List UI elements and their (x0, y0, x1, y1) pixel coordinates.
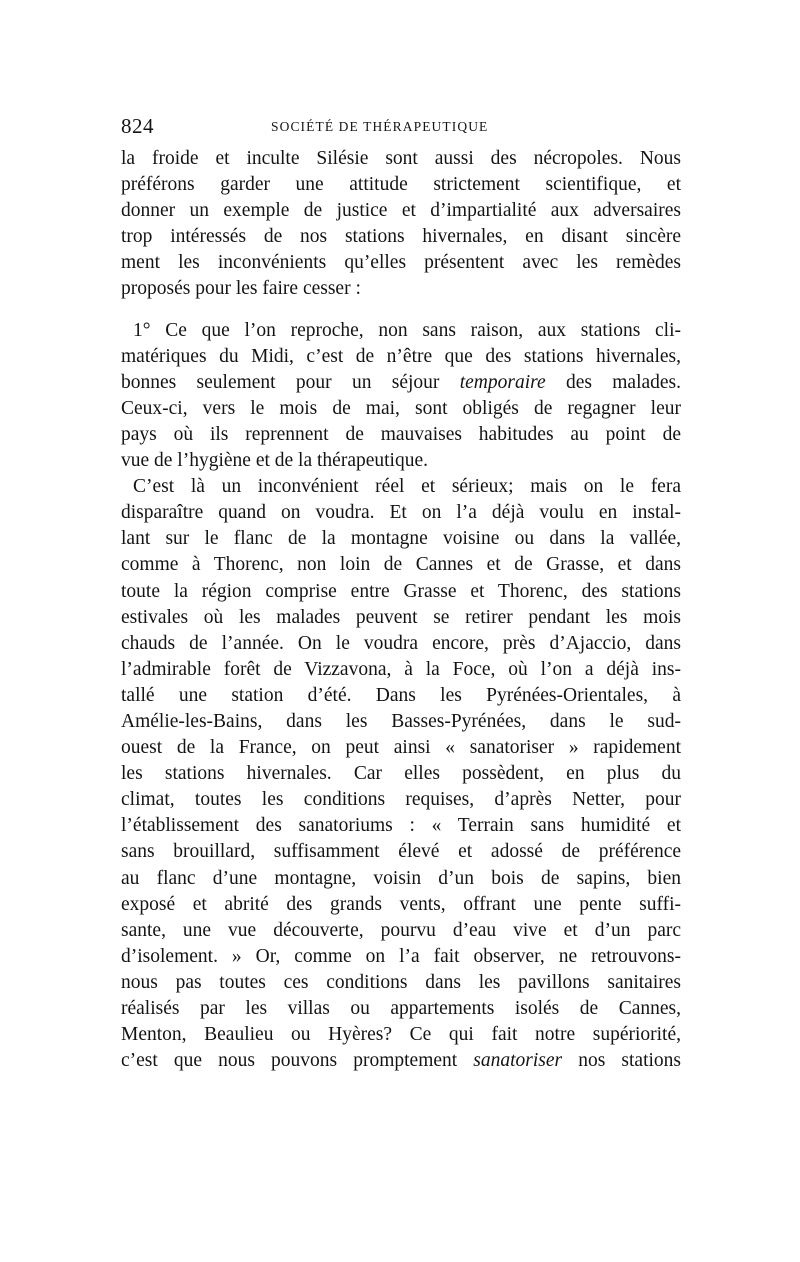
text-line: pays où ils reprennent de mauvaises habitudes au point de (121, 423, 681, 445)
paragraph-3 (121, 474, 681, 1074)
text-line: tallé une station d’été. Dans les Pyrénées-Orientales, à (121, 684, 681, 706)
text-segment: nos stations (578, 1050, 682, 1072)
page-header (121, 114, 681, 144)
text-line: Amélie-les-Bains, dans les Basses-Pyrénées, dans le sud- (121, 710, 681, 732)
text-line (121, 370, 681, 396)
text-line: disparaître quand on voudra. Et on l’a déjà voulu en instal- (121, 502, 681, 524)
text-line: les stations hivernales. Car elles possèdent, en plus du (121, 763, 681, 785)
text-line: ment les inconvénients qu’elles présentent avec les remèdes (121, 252, 681, 274)
text-segment: bonnes seulement pour un séjour (121, 371, 440, 393)
text-line: la froide et inculte Silésie sont aussi des nécropoles. Nous (121, 148, 681, 169)
text-line: 1° Ce que l’on reproche, non sans raison, aux stations cli- (133, 319, 681, 341)
text-line: comme à Thorenc, non loin de Cannes et de Grasse, et dans (121, 554, 681, 576)
text-line: ouest de la France, on peut ainsi « sanatoriser » rapidement (121, 737, 681, 759)
text-line: estivales où les malades peuvent se retirer pendant les mois (121, 606, 681, 628)
text-line: vue de l’hygiène et de la thérapeutique. (121, 450, 428, 472)
text-line: au flanc d’une montagne, voisin d’un bois de sapins, bien (121, 867, 681, 889)
book-page (121, 114, 681, 1074)
italic-emphasis: sanatoriser (473, 1050, 563, 1072)
italic-emphasis: temporaire (459, 371, 546, 393)
text-line (121, 1048, 681, 1074)
text-line: chauds de l’année. On le voudra encore, près d’Ajaccio, dans (121, 632, 681, 654)
text-line: trop intéressés de nos stations hivernales, en disant sincère (121, 226, 681, 248)
page-number: 824 (121, 114, 154, 138)
paragraph-1 (121, 146, 681, 303)
text-line: d’isolement. » Or, comme on l’a fait observer, ne retrouvons- (121, 945, 681, 967)
text-line: l’établissement des sanatoriums : « Terrain sans humidité et (121, 815, 681, 837)
text-line: préférons garder une attitude strictement scientifique, et (121, 174, 681, 196)
text-line: Ceux-ci, vers le mois de mai, sont obligés de regagner leur (121, 397, 681, 419)
text-line: C’est là un inconvénient réel et sérieux; mais on le fera (133, 476, 681, 498)
text-line: donner un exemple de justice et d’impartialité aux adversaires (121, 200, 681, 222)
text-line: nous pas toutes ces conditions dans les pavillons sanitaires (121, 971, 681, 993)
paragraph-2 (121, 318, 681, 475)
running-title: SOCIÉTÉ DE THÉRAPEUTIQUE (271, 119, 489, 134)
text-line: lant sur le flanc de la montagne voisine ou dans la vallée, (121, 528, 681, 550)
text-line: sans brouillard, suffisamment élevé et adossé de préférence (121, 841, 681, 863)
text-line: climat, toutes les conditions requises, d’après Netter, pour (121, 789, 681, 811)
text-segment: des malades. (565, 371, 682, 393)
text-line: réalisés par les villas ou appartements isolés de Cannes, (121, 998, 681, 1019)
text-segment: c’est que nous pouvons promptement (121, 1050, 458, 1072)
text-line: toute la région comprise entre Grasse et Thorenc, des stations (121, 580, 681, 602)
text-line: exposé et abrité des grands vents, offrant une pente suffi- (121, 893, 681, 915)
text-line: proposés pour les faire cesser : (121, 278, 361, 300)
text-line: Menton, Beaulieu ou Hyères? Ce qui fait notre supériorité, (121, 1024, 681, 1046)
text-line: matériques du Midi, c’est de n’être que des stations hivernales, (121, 345, 681, 367)
text-line: l’admirable forêt de Vizzavona, à la Foce, où l’on a déjà ins- (121, 658, 681, 680)
text-line: sante, une vue découverte, pourvu d’eau vive et d’un parc (121, 919, 681, 941)
